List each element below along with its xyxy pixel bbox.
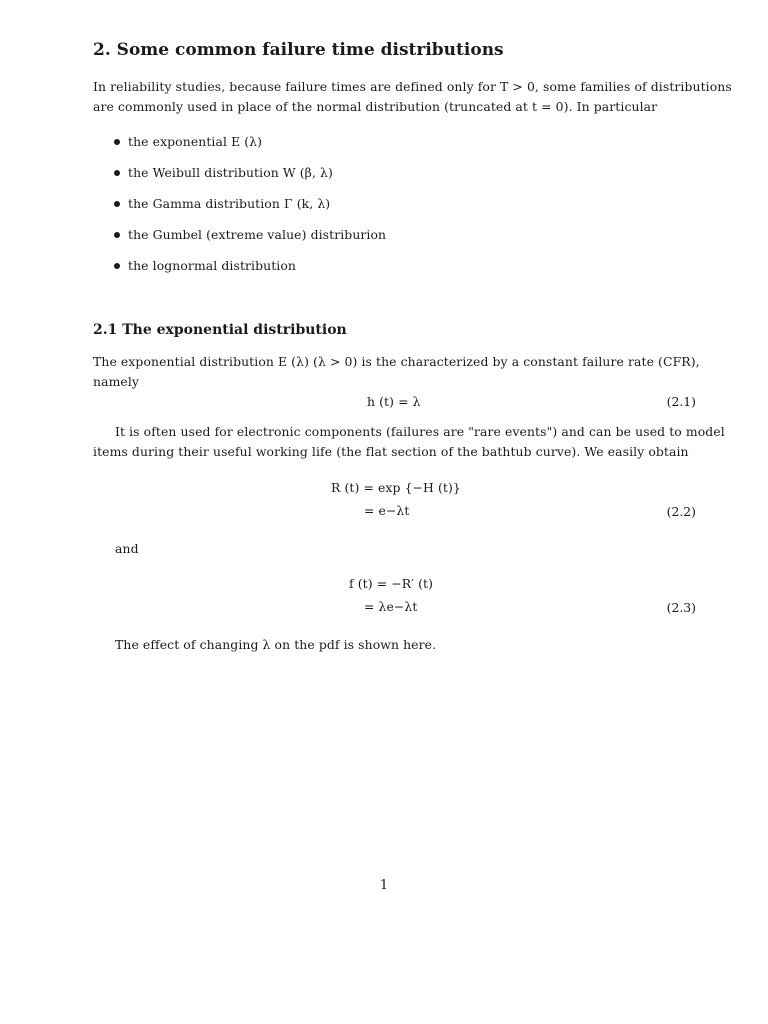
para2-line-1: It is often used for electronic components (failures are "rare events") and can be used to model [115,424,725,439]
equation-number: (2.2) [666,504,696,519]
intro-line-1: In reliability studies, because failure times are defined only for T > 0, some families of distributions [93,79,732,94]
subsection-title: 2.1 The exponential distribution [93,322,347,338]
equation-2-2-line-1: R (t) = exp {−H (t)} [331,480,461,495]
para2-line-2: items during their useful working life (the flat section of the bathtub curve). We easily obtain [93,444,689,459]
list-item-text: the exponential E (λ) [128,134,263,149]
bullet-icon [114,232,120,238]
para1-line-2: namely [93,374,140,389]
list-item-text: the lognormal distribution [128,258,296,273]
bullet-icon [114,170,120,176]
bullet-icon [114,139,120,145]
intro-line-2: are commonly used in place of the normal distribution (truncated at t = 0). In particular [93,99,658,114]
list-item-text: the Weibull distribution W (β, λ) [128,165,333,180]
page-number: 1 [379,878,389,893]
equation-number: (2.3) [666,600,696,615]
bullet-icon [114,201,120,207]
equation-2-3-line-2: = λe−λt [364,599,418,614]
list-item-text: the Gamma distribution Γ (k, λ) [128,196,331,211]
list-item [114,227,386,242]
list-item [114,165,333,180]
equation-number: (2.1) [666,394,696,409]
list-item [114,196,330,211]
bullet-icon [114,263,120,269]
and-text: and [115,541,139,556]
closing-line: The effect of changing λ on the pdf is shown here. [115,637,437,652]
equation-2-2-line-2: = e−λt [364,503,410,518]
list-item [114,258,296,273]
equation-2-3-line-1: f (t) = −R′ (t) [349,576,434,591]
list-item-text: the Gumbel (extreme value) distriburion [128,227,387,242]
section-title: 2. Some common failure time distributions [93,40,504,60]
para1-line-1: The exponential distribution E (λ) (λ > 0) is the characterized by a constant failure rate (CFR), [93,354,700,369]
equation-2-1: h (t) = λ [367,394,421,409]
list-item [114,134,262,149]
